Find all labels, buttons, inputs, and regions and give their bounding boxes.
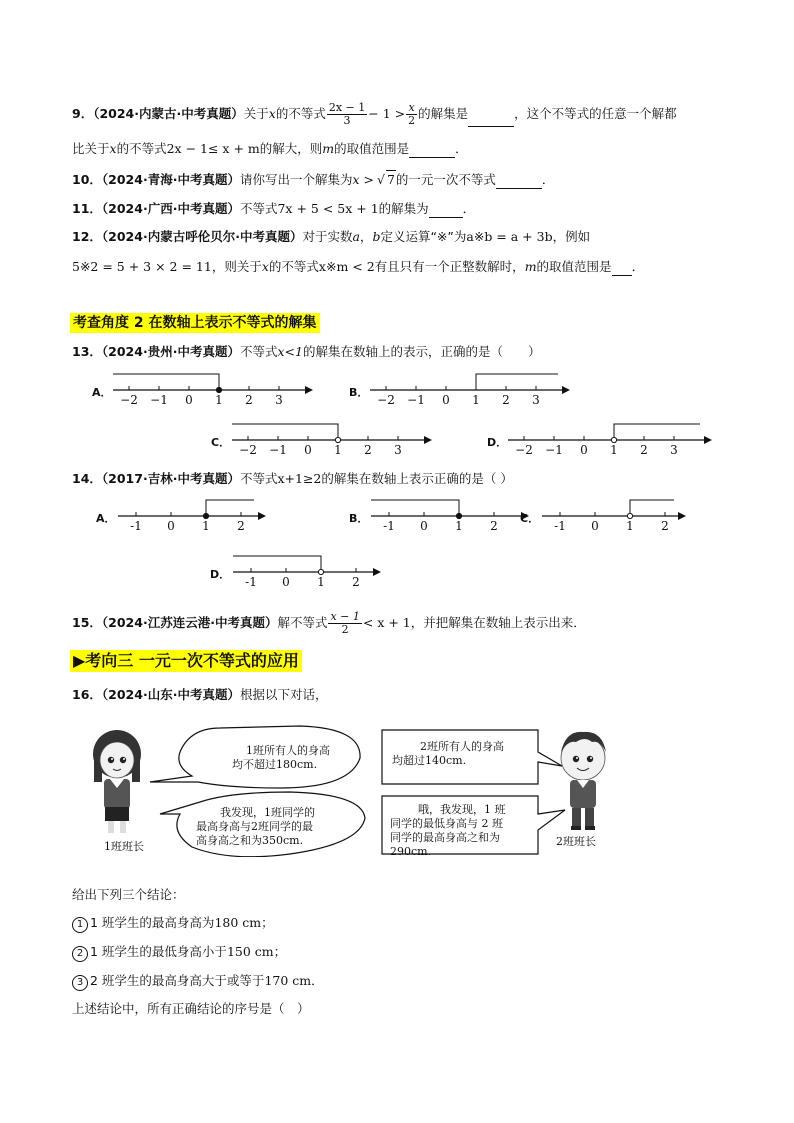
tick-label: 1 bbox=[202, 519, 210, 533]
q15-fraction: $\frac{x - 1}{2}$ bbox=[330, 610, 360, 636]
tick-label: 2 bbox=[490, 519, 498, 533]
q12-text: 的不等式 bbox=[268, 259, 319, 274]
solution-bracket bbox=[630, 500, 674, 516]
q16-line bbox=[72, 686, 327, 704]
conclusion-value: 150 cm bbox=[226, 944, 274, 959]
q13-line bbox=[72, 343, 540, 361]
axis-arrow-icon bbox=[704, 436, 712, 444]
bubble-line: 最高身高与2班同学的最 bbox=[196, 820, 313, 833]
q11-expr: 7x + 5 < 5x + 1 bbox=[277, 201, 379, 216]
q9-line2 bbox=[72, 140, 468, 158]
var-b: b bbox=[372, 229, 381, 244]
option-label[interactable]: C． bbox=[520, 512, 540, 525]
circled-number: 2 bbox=[72, 946, 88, 962]
conclusion-3 bbox=[72, 972, 324, 991]
tick-label: 1 bbox=[317, 575, 325, 589]
tick-label: 0 bbox=[304, 443, 312, 457]
open-dot-icon bbox=[318, 569, 323, 574]
q11-text: 不等式 bbox=[239, 201, 278, 216]
q12-example: 5※2 = 5 + 3 × 2 = 11 bbox=[72, 259, 212, 274]
solution-bracket bbox=[614, 424, 700, 440]
q16-number: 16． bbox=[72, 687, 102, 702]
q12-text: 的取值范围是 bbox=[536, 259, 612, 274]
tick-label: 0 bbox=[580, 443, 588, 457]
number-line bbox=[233, 548, 383, 596]
bubble-line: 我发现，1班同学的 bbox=[220, 806, 315, 819]
q9-text: 比关于 bbox=[72, 141, 110, 156]
bubble-line: 均不超过180cm. bbox=[232, 758, 318, 771]
option-label[interactable]: A． bbox=[96, 512, 116, 525]
q13-text: 的解集在数轴上的表示，正确的是（ ） bbox=[302, 344, 541, 359]
tick-label: 1 bbox=[455, 519, 463, 533]
tick-label: 0 bbox=[591, 519, 599, 533]
bubble-line: 高身高之和为350cm. bbox=[196, 834, 304, 847]
number-line bbox=[370, 366, 572, 414]
q11-line bbox=[72, 200, 475, 218]
option-label[interactable]: A． bbox=[92, 386, 112, 399]
q9-text: 关于 bbox=[243, 106, 269, 121]
conclusion-value: 180 cm bbox=[214, 915, 262, 930]
axis-arrow-icon bbox=[678, 512, 686, 520]
option-label[interactable]: B． bbox=[349, 512, 369, 525]
q12-text: 对于实数 bbox=[302, 229, 353, 244]
option-label[interactable]: D． bbox=[487, 436, 508, 449]
q9-fraction-2: $\frac{x}{2}$ bbox=[408, 101, 416, 127]
q10-expr: x > bbox=[352, 172, 374, 187]
q15-text: 解不等式 bbox=[277, 615, 328, 630]
q14-source: （2017·吉林·中考真题） bbox=[101, 471, 240, 486]
tick-label: 2 bbox=[640, 443, 648, 457]
q12-text: 定义运算“※”为 bbox=[380, 229, 467, 244]
tick-label: -1 bbox=[245, 575, 257, 589]
conclusion-2 bbox=[72, 943, 286, 962]
q12-text: ，例如 bbox=[552, 229, 591, 244]
q9-text: 的不等式 bbox=[116, 141, 167, 156]
tick-label: −2 bbox=[239, 443, 257, 457]
bubble-line: 同学的最高身高之和为 bbox=[390, 831, 500, 844]
tick-label: 1 bbox=[215, 393, 223, 407]
open-dot-icon bbox=[627, 513, 632, 518]
number-line bbox=[232, 416, 434, 464]
q14-line bbox=[72, 470, 513, 488]
q12-line1 bbox=[72, 228, 590, 246]
q10-radicand: 7 bbox=[386, 172, 395, 187]
option-label[interactable]: B． bbox=[349, 386, 369, 399]
boy-character-icon bbox=[561, 732, 606, 830]
tick-label: 0 bbox=[167, 519, 175, 533]
solid-dot-icon bbox=[456, 513, 461, 518]
q9-expr-2: 2x − 1≤ x + m bbox=[166, 141, 260, 156]
solution-bracket bbox=[206, 500, 254, 516]
tick-label: 1 bbox=[472, 393, 480, 407]
bubble-3-text bbox=[392, 740, 504, 768]
tick-label: 3 bbox=[394, 443, 402, 457]
open-dot-icon bbox=[335, 437, 340, 442]
tick-label: 2 bbox=[352, 575, 360, 589]
bubble-line: 均超过140cm. bbox=[392, 754, 467, 767]
tick-label: 3 bbox=[670, 443, 678, 457]
q9-line1 bbox=[72, 102, 677, 127]
circled-number: 3 bbox=[72, 975, 88, 991]
conclusion-text: 1 班学生的最低身高小于 bbox=[90, 944, 227, 959]
q12-text: ，则关于 bbox=[211, 259, 262, 274]
q15-text: ，并把解集在数轴上表示出来． bbox=[410, 615, 586, 630]
q11-number: 11． bbox=[72, 201, 102, 216]
axis-arrow-icon bbox=[305, 386, 313, 394]
var-x: x bbox=[261, 259, 269, 274]
q15-expr: < x + 1 bbox=[362, 615, 411, 630]
solution-bracket bbox=[233, 556, 321, 572]
bubble-4-text bbox=[390, 803, 506, 859]
axis-arrow-icon bbox=[373, 568, 381, 576]
solution-bracket bbox=[476, 374, 558, 390]
tick-label: 0 bbox=[185, 393, 193, 407]
conclusion-text: ． bbox=[311, 973, 324, 988]
section-heading-2: 考查角度 2 在数轴上表示不等式的解集 bbox=[70, 313, 320, 333]
bubble-line: 同学的最低身高与 2 班 bbox=[390, 817, 503, 830]
q11-text: 的解集为 bbox=[378, 201, 429, 216]
q11-text: ． bbox=[462, 201, 476, 216]
option-label[interactable]: C． bbox=[211, 436, 231, 449]
tick-label: 0 bbox=[442, 393, 450, 407]
q11-source: （2024·广西·中考真题） bbox=[101, 201, 240, 216]
girl-character-icon bbox=[93, 730, 141, 833]
q12-line2 bbox=[72, 258, 644, 276]
bubble-line: 2班所有人的身高 bbox=[420, 740, 504, 753]
q9-text: ． bbox=[455, 141, 468, 156]
conclusion-1 bbox=[72, 914, 274, 933]
number-line bbox=[371, 492, 531, 540]
q9-text: 的解集是 bbox=[418, 106, 469, 121]
bubble-2-text bbox=[196, 806, 315, 848]
q9-source: （2024·内蒙古·中考真题） bbox=[93, 106, 244, 121]
q9-text: 的不等式 bbox=[275, 106, 326, 121]
tick-label: 2 bbox=[502, 393, 510, 407]
q9-text: ，这个不等式的任意一个解都 bbox=[514, 106, 677, 121]
var-x: x bbox=[109, 141, 117, 156]
tick-label: 2 bbox=[661, 519, 669, 533]
number-line bbox=[113, 366, 315, 414]
open-dot-icon bbox=[611, 437, 616, 442]
bubble-line: 哦，我发现，1 班 bbox=[418, 803, 506, 816]
q15-number: 15． bbox=[72, 615, 102, 630]
tick-label: −1 bbox=[407, 393, 425, 407]
q10-line: 10．（2024·青海·中考真题）请你写出一个解集为x > √ 7的一元一次不等式 ． bbox=[72, 172, 555, 187]
q9-number: 9． bbox=[72, 106, 94, 121]
q15-line bbox=[72, 611, 586, 636]
conclusion-text: ； bbox=[261, 915, 274, 930]
circled-number: 1 bbox=[72, 917, 88, 933]
right-caption: 2班班长 bbox=[556, 835, 596, 848]
tick-label: 3 bbox=[275, 393, 283, 407]
left-caption: 1班班长 bbox=[104, 840, 144, 853]
conclusion-value: 170 cm bbox=[264, 973, 312, 988]
q12-number: 12． bbox=[72, 229, 102, 244]
q16-intro: 给出下列三个结论： bbox=[72, 887, 185, 902]
q12-expr: x※m < 2 bbox=[318, 259, 375, 274]
tick-label: −2 bbox=[377, 393, 395, 407]
tick-label: -1 bbox=[554, 519, 566, 533]
q13-text: 不等式 bbox=[239, 344, 278, 359]
var-a: a bbox=[352, 229, 360, 244]
q13-number: 13． bbox=[72, 344, 102, 359]
q13-source: （2024·贵州·中考真题） bbox=[101, 344, 240, 359]
number-line bbox=[508, 416, 714, 464]
q14-text: 不等式 bbox=[239, 471, 278, 486]
q16-question: 上述结论中，所有正确结论的序号是（ ） bbox=[72, 1001, 310, 1016]
tick-label: -1 bbox=[383, 519, 395, 533]
q9-expr: − 1 > bbox=[368, 106, 406, 121]
q16-text: 根据以下对话， bbox=[239, 687, 328, 702]
q14-number: 14． bbox=[72, 471, 102, 486]
tick-label: −2 bbox=[120, 393, 138, 407]
var-x: x bbox=[268, 106, 276, 121]
tick-label: -1 bbox=[130, 519, 142, 533]
tick-label: −2 bbox=[515, 443, 533, 457]
tick-label: 1 bbox=[610, 443, 618, 457]
q10-number: 10． bbox=[72, 172, 102, 187]
axis-arrow-icon bbox=[258, 512, 266, 520]
q12-answer-blank[interactable] bbox=[612, 261, 632, 276]
q10-text: 请你写出一个解集为 bbox=[239, 172, 353, 187]
q16-source: （2024·山东·中考真题） bbox=[101, 687, 240, 702]
section-heading-3: ▶考向三 一元一次不等式的应用 bbox=[70, 650, 302, 672]
q14-text: 的解集在数轴上表示正确的是（ ） bbox=[321, 471, 513, 486]
option-label[interactable]: D． bbox=[210, 568, 231, 581]
tick-label: 2 bbox=[237, 519, 245, 533]
q12-text: ， bbox=[359, 229, 373, 244]
q9-answer-blank-1[interactable] bbox=[468, 112, 514, 127]
tick-label: −1 bbox=[150, 393, 168, 407]
q11-answer-blank[interactable] bbox=[429, 203, 463, 218]
q12-text: 有且只有一个正整数解时， bbox=[374, 259, 525, 274]
q12-text: ． bbox=[631, 259, 645, 274]
bubble-line: 1班所有人的身高 bbox=[246, 744, 330, 757]
axis-arrow-icon bbox=[424, 436, 432, 444]
tick-label: 0 bbox=[282, 575, 290, 589]
tick-label: 1 bbox=[334, 443, 342, 457]
q9-fraction-1: $\frac{2x - 1}{3}$ bbox=[328, 101, 366, 127]
tick-label: −1 bbox=[545, 443, 563, 457]
tick-label: 2 bbox=[364, 443, 372, 457]
solid-dot-icon bbox=[203, 513, 208, 518]
tick-label: 0 bbox=[420, 519, 428, 533]
tick-label: 3 bbox=[532, 393, 540, 407]
bubble-1-text bbox=[232, 744, 330, 772]
var-m: m bbox=[322, 141, 335, 156]
q15-source: （2024·江苏连云港·中考真题） bbox=[101, 615, 278, 630]
q14-expr: x+1≥2 bbox=[277, 471, 322, 486]
q12-source: （2024·内蒙古呼伦贝尔·中考真题） bbox=[101, 229, 303, 244]
solid-dot-icon bbox=[216, 387, 221, 392]
q10-answer-blank[interactable] bbox=[496, 174, 542, 189]
conclusion-text: 1 班学生的最高身高为 bbox=[90, 915, 215, 930]
number-line bbox=[118, 492, 268, 540]
q9-text: 的取值范围是 bbox=[334, 141, 410, 156]
bubble-line: 290cm. bbox=[390, 845, 432, 858]
tick-label: 2 bbox=[245, 393, 253, 407]
q10-text: ． bbox=[541, 172, 555, 187]
var-m: m bbox=[524, 259, 537, 274]
q9-answer-blank-2[interactable] bbox=[409, 143, 455, 158]
q9-text: 的解大，则 bbox=[259, 141, 323, 156]
number-line bbox=[542, 492, 688, 540]
tick-label: 1 bbox=[626, 519, 634, 533]
q13-expr: x<1 bbox=[277, 344, 303, 359]
conclusion-text: ； bbox=[273, 944, 287, 959]
solution-bracket bbox=[371, 500, 459, 516]
q12-definition: a※b = a + 3b bbox=[466, 229, 553, 244]
axis-arrow-icon bbox=[562, 386, 570, 394]
q10-source: （2024·青海·中考真题） bbox=[101, 172, 240, 187]
conclusion-text: 2 班学生的最高身高大于或等于 bbox=[90, 973, 265, 988]
tick-label: −1 bbox=[269, 443, 287, 457]
q10-text: 的一元一次不等式 bbox=[395, 172, 496, 187]
